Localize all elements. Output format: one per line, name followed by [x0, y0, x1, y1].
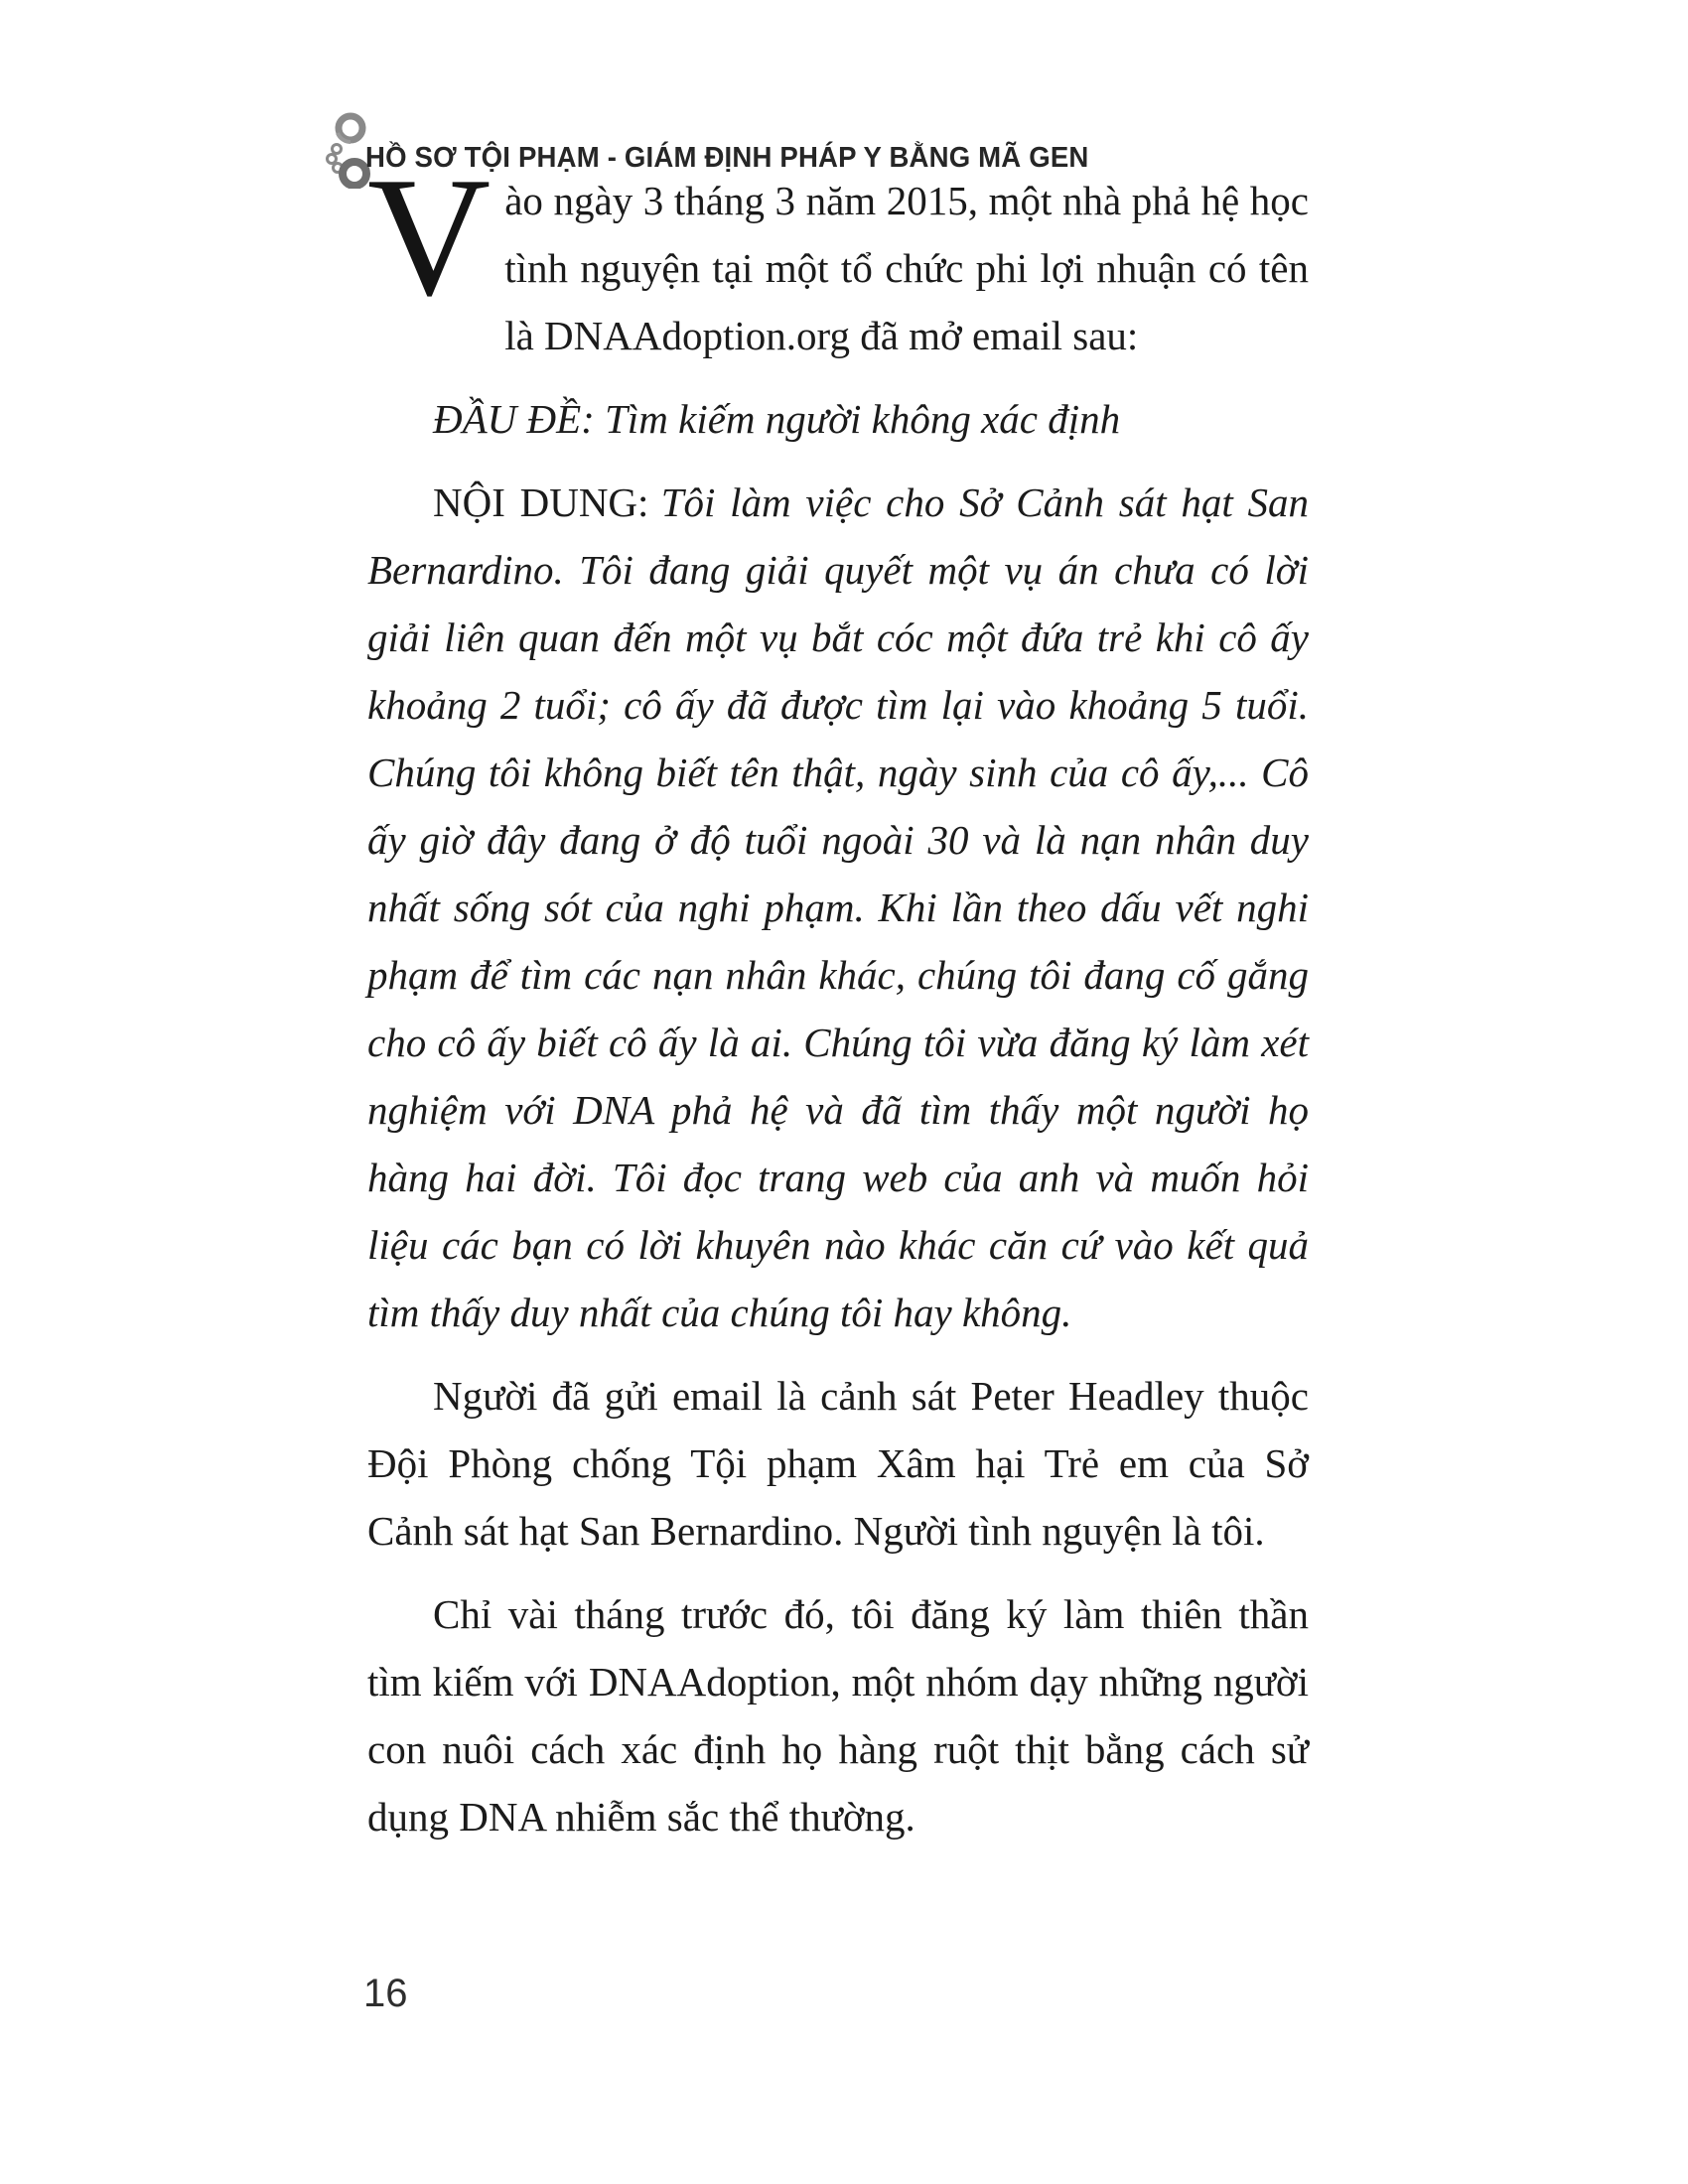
paragraph-sender: Người đã gửi email là cảnh sát Peter Headley thuộc Đội Phòng chống Tội phạm Xâm hại Trẻ em của Sở Cảnh sát hạt San Bernardino. Người tình nguyện là tôi. [367, 1373, 1309, 1554]
email-body-paragraph [367, 469, 1309, 1346]
paragraph-volunteer: Chỉ vài tháng trước đó, tôi đăng ký làm thiên thần tìm kiếm với DNAAdoption, một nhóm dạy những người con nuôi cách xác định họ hàng ruột thịt bằng cách sử dụng DNA nhiễm sắc thể thường. [367, 1591, 1309, 1840]
opening-text: ào ngày 3 tháng 3 năm 2015, một nhà phả hệ học tình nguyện tại một tổ chức phi lợi nhuận có tên là DNAAdoption.org đã mở email sau: [504, 178, 1309, 358]
email-body-label: NỘI DUNG: [433, 479, 649, 525]
page-number: 16 [363, 1972, 408, 2015]
email-subject-line: ĐẦU ĐỀ: Tìm kiếm người không xác định [433, 396, 1121, 442]
email-body-text: Tôi làm việc cho Sở Cảnh sát hạt San Bernardino. Tôi đang giải quyết một vụ án chưa có lời giải liên quan đến một vụ bắt cóc một đứa trẻ khi cô ấy khoảng 2 tuổi; cô ấy đã được tìm lại vào khoảng 5 tuổi. Chúng tôi không biết tên thật, ngày sinh của cô ấy,... Cô ấy giờ đây đang ở độ tuổi ngoài 30 và là nạn nhân duy nhất sống sót của nghi phạm. Khi lần theo dấu vết nghi phạm để tìm các nạn nhân khác, chúng tôi đang cố gắng cho cô ấy biết cô ấy là ai. Chúng tôi vừa đăng ký làm xét nghiệm với DNA phả hệ và đã tìm thấy một người họ hàng hai đời. Tôi đọc trang web của anh và muốn hỏi liệu các bạn có lời khuyên nào khác căn cứ vào kết quả tìm thấy duy nhất của chúng tôi hay không. [367, 479, 1309, 1335]
header-title: HỒ SƠ TỘI PHẠM - GIÁM ĐỊNH PHÁP Y BẰNG MÃ GEN [365, 142, 1089, 174]
drop-cap: V [367, 143, 492, 332]
